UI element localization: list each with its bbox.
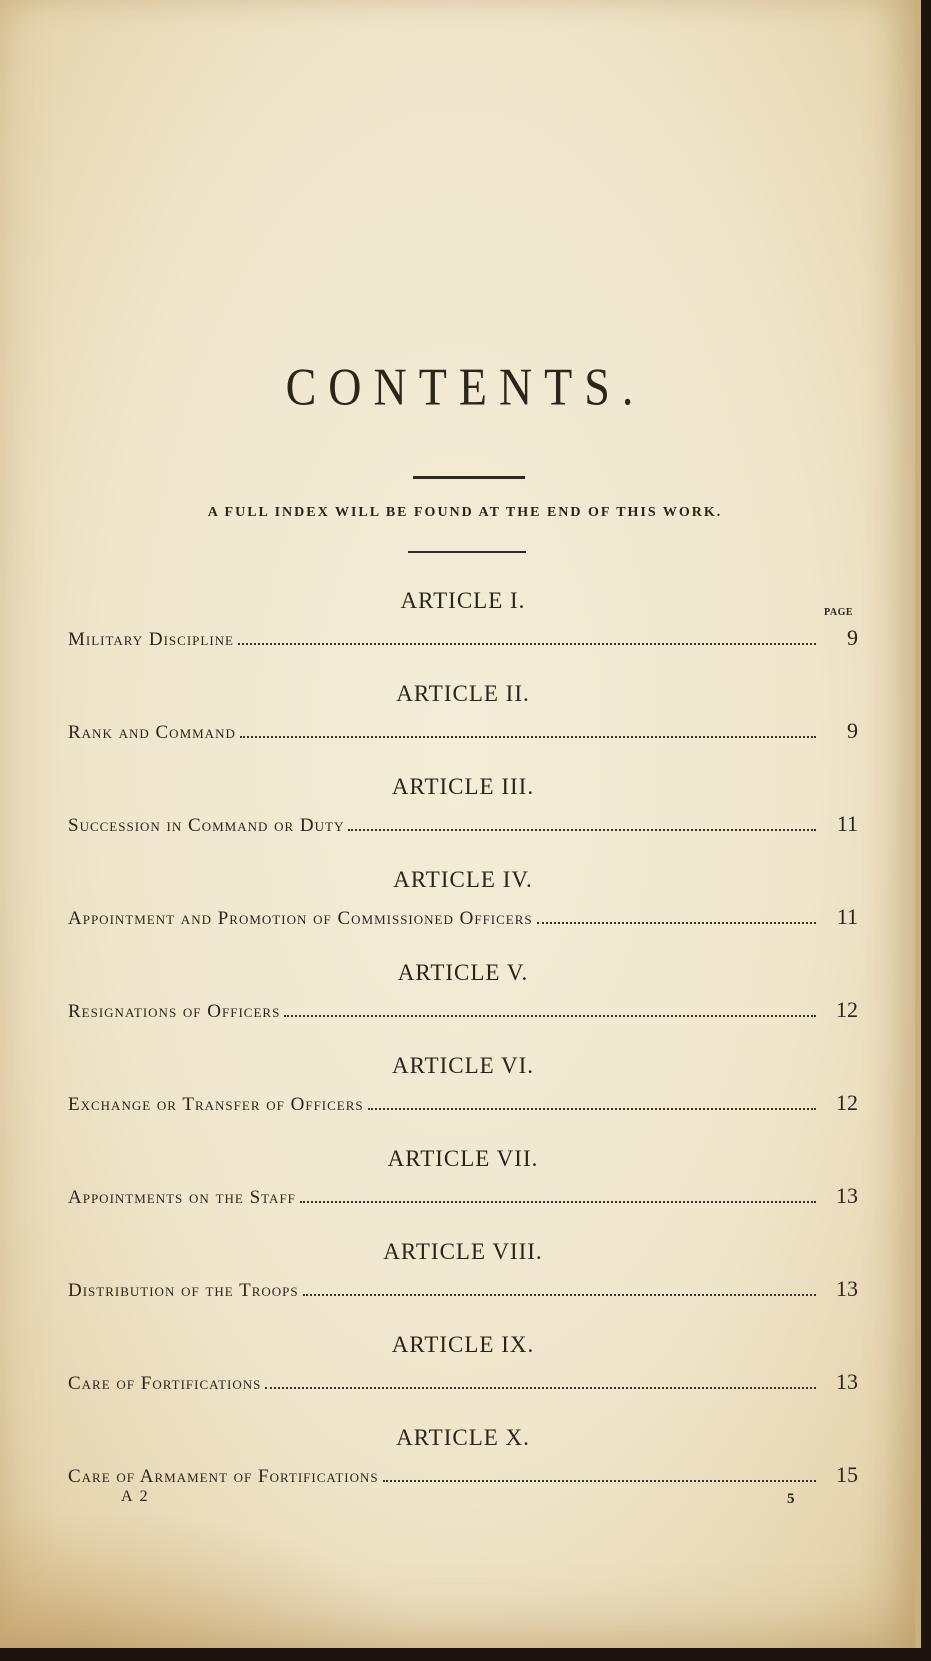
toc-entry-6 <box>68 1053 858 1146</box>
dot-leader <box>300 1200 816 1203</box>
dot-leader <box>265 1386 816 1389</box>
article-heading: ARTICLE VI. <box>391 1053 535 1078</box>
entry-title: Rank and Command <box>68 722 236 743</box>
toc-line <box>68 1183 858 1209</box>
toc-line <box>68 1090 858 1116</box>
dot-leader <box>240 735 816 738</box>
toc-line <box>68 1369 858 1395</box>
toc-entry-7 <box>68 1146 858 1239</box>
entry-page: 13 <box>836 1183 858 1208</box>
toc-line <box>68 718 858 744</box>
page-title: CONTENTS. <box>285 357 646 416</box>
signature-mark: A 2 <box>121 1488 150 1505</box>
entry-page: 9 <box>847 625 858 650</box>
index-note: A FULL INDEX WILL BE FOUND AT THE END OF THIS WORK. <box>207 505 723 520</box>
toc-entry-10 <box>68 1425 858 1518</box>
toc-entry-9 <box>68 1332 858 1425</box>
entry-title: Military Discipline <box>68 629 234 650</box>
article-heading: ARTICLE VII. <box>387 1146 539 1171</box>
entry-page: 15 <box>836 1462 858 1487</box>
entry-page: 13 <box>836 1369 858 1394</box>
toc-entry-5 <box>68 960 858 1053</box>
toc-entry-3 <box>68 774 858 867</box>
table-of-contents <box>68 588 858 1518</box>
toc-entry-4 <box>68 867 858 960</box>
entry-title: Succession in Command or Duty <box>68 815 345 836</box>
toc-line <box>68 997 858 1023</box>
article-heading: ARTICLE III. <box>391 774 535 799</box>
toc-entry-8 <box>68 1239 858 1332</box>
entry-page: 12 <box>836 1090 858 1115</box>
entry-title: Distribution of the Troops <box>68 1280 299 1301</box>
entry-title: Exchange or Transfer of Officers <box>68 1094 364 1115</box>
article-heading: ARTICLE I. <box>400 588 526 613</box>
article-heading: ARTICLE IX. <box>391 1332 535 1357</box>
toc-line <box>68 1276 858 1302</box>
article-heading: ARTICLE II. <box>396 681 530 706</box>
page-stain <box>0 1508 420 1648</box>
entry-page: 9 <box>847 718 858 743</box>
dot-leader <box>284 1014 816 1017</box>
toc-line <box>68 811 858 837</box>
entry-title: Appointment and Promotion of Commissioned Officers <box>68 908 533 929</box>
dot-leader <box>383 1479 816 1482</box>
entry-page: 11 <box>836 904 858 929</box>
article-heading: ARTICLE VIII. <box>383 1239 543 1264</box>
dot-leader <box>303 1293 816 1296</box>
page-column-label: PAGE <box>824 607 854 618</box>
toc-line <box>68 1462 858 1488</box>
entry-title: Appointments on the Staff <box>68 1187 296 1208</box>
entry-page: 13 <box>836 1276 858 1301</box>
toc-line <box>68 625 858 651</box>
entry-title: Resignations of Officers <box>68 1001 281 1022</box>
toc-entry-1 <box>68 588 858 681</box>
dot-leader <box>348 828 816 831</box>
dot-leader <box>238 642 816 645</box>
dot-leader <box>368 1107 816 1110</box>
entry-title: Care of Armament of Fortifications <box>68 1466 379 1487</box>
toc-entry-2 <box>68 681 858 774</box>
article-heading: ARTICLE X. <box>396 1425 530 1450</box>
note-rule <box>408 551 526 553</box>
article-heading: ARTICLE V. <box>397 960 529 985</box>
entry-page: 11 <box>836 811 858 836</box>
page-number: 5 <box>787 1491 795 1507</box>
entry-page: 12 <box>836 997 858 1022</box>
title-rule <box>413 476 525 479</box>
entry-title: Care of Fortifications <box>68 1373 262 1394</box>
toc-line <box>68 904 858 930</box>
dot-leader <box>537 921 816 924</box>
article-heading: ARTICLE IV. <box>393 867 533 892</box>
